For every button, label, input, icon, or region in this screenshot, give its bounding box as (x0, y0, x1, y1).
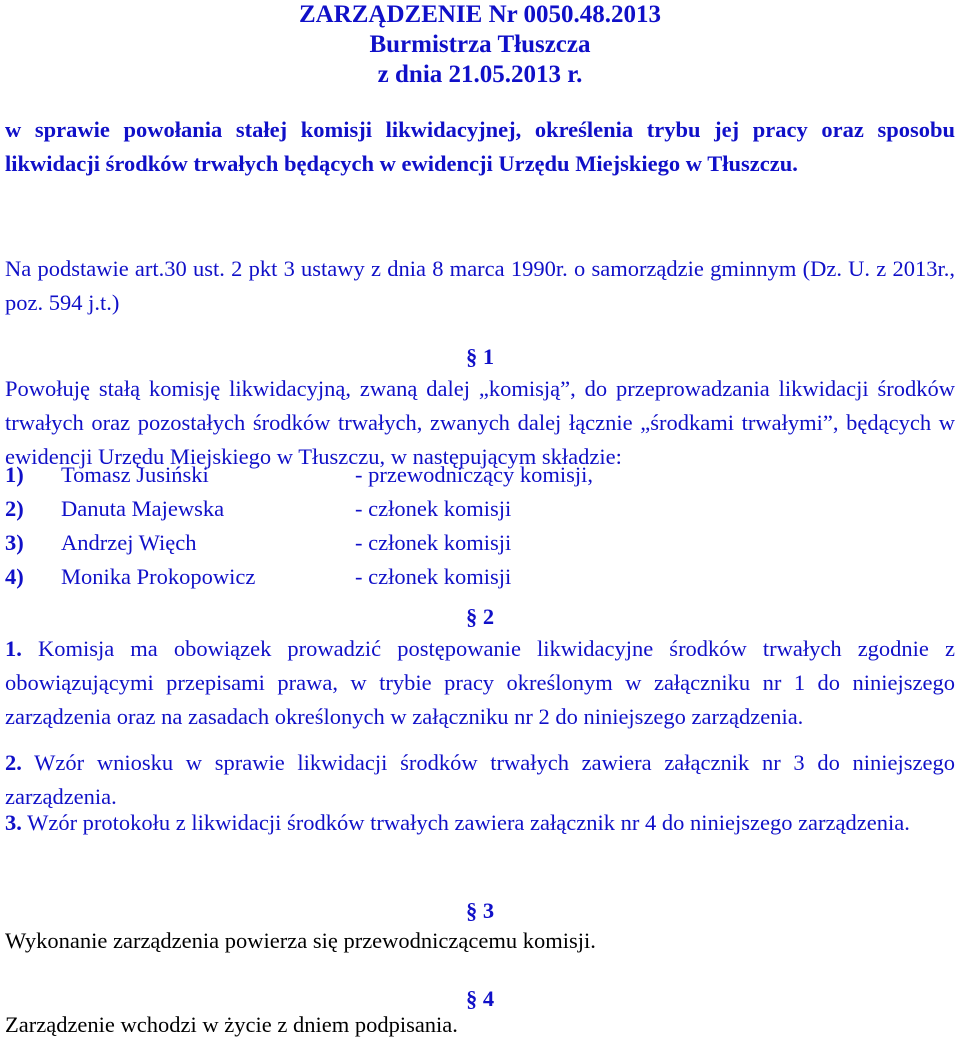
item-number: 1. (5, 636, 22, 661)
member-role: - członek komisji (355, 530, 512, 555)
member-name: Monika Prokopowicz (61, 564, 256, 589)
member-number: 2) (5, 496, 24, 521)
committee-members-list (5, 458, 955, 594)
section-4-mark: § 4 (465, 986, 495, 1011)
member-role: - członek komisji (355, 496, 512, 521)
document-subject: w sprawie powołania stałej komisji likwidacyjnej, określenia trybu jej pracy oraz sposobu likwidacji środków trwałych będących w ewidencji Urzędu Miejskiego w Tłuszczu. (5, 117, 955, 176)
item-number: 2. (5, 750, 22, 775)
list-item (5, 492, 955, 526)
item-number: 3. (5, 810, 22, 835)
section-1-text: Powołuję stałą komisję likwidacyjną, zwaną dalej „komisją”, do przeprowadzania likwidacji środków trwałych oraz pozostałych środków trwałych, zwanych dalej łącznie „środkami trwałymi”, będących w ewidencji Urzędu Miejskiego w Tłuszczu, w następującym składzie: (5, 376, 955, 469)
section-2-item-1 (5, 632, 955, 734)
legal-basis: Na podstawie art.30 ust. 2 pkt 3 ustawy z dnia 8 marca 1990r. o samorządzie gminnym (Dz. U. z 2013r., poz. 594 j.t.) (5, 256, 955, 315)
section-1-mark: § 1 (465, 344, 495, 369)
list-item (5, 560, 955, 594)
member-name: Tomasz Jusiński (61, 462, 209, 487)
document-title: ZARZĄDZENIE Nr 0050.48.2013 (298, 1, 662, 28)
member-name: Danuta Majewska (61, 496, 225, 521)
document-header (0, 0, 960, 90)
member-role: - przewodniczący komisji, (355, 462, 594, 487)
item-text: Wzór wniosku w sprawie likwidacji środków trwałych zawiera załącznik nr 3 do niniejszego zarządzenia. (5, 750, 955, 809)
item-text: Komisja ma obowiązek prowadzić postępowanie likwidacyjne środków trwałych zgodnie z obowiązującymi przepisami prawa, w trybie pracy określonym w załączniku nr 1 do niniejszego zarządzenia oraz na zasadach określonych w załączniku nr 2 do niniejszego zarządzenia. (5, 636, 955, 729)
section-4-text: Zarządzenie wchodzi w życie z dniem podpisania. (5, 1012, 458, 1037)
section-3-mark: § 3 (465, 898, 495, 923)
member-role: - członek komisji (355, 564, 512, 589)
item-text: Wzór protokołu z likwidacji środków trwałych zawiera załącznik nr 4 do niniejszego zarządzenia. (27, 810, 910, 835)
section-2-item-3 (5, 806, 955, 840)
list-item (5, 526, 955, 560)
document-date: z dnia 21.05.2013 r. (377, 61, 583, 88)
section-2-item-2 (5, 746, 955, 814)
section-3-text: Wykonanie zarządzenia powierza się przewodniczącemu komisji. (5, 928, 596, 953)
member-number: 4) (5, 564, 24, 589)
member-number: 1) (5, 462, 24, 487)
document-issuer: Burmistrza Tłuszcza (369, 31, 591, 58)
member-name: Andrzej Więch (61, 530, 197, 555)
list-item (5, 458, 955, 492)
member-number: 3) (5, 530, 24, 555)
section-2-mark: § 2 (465, 604, 495, 629)
